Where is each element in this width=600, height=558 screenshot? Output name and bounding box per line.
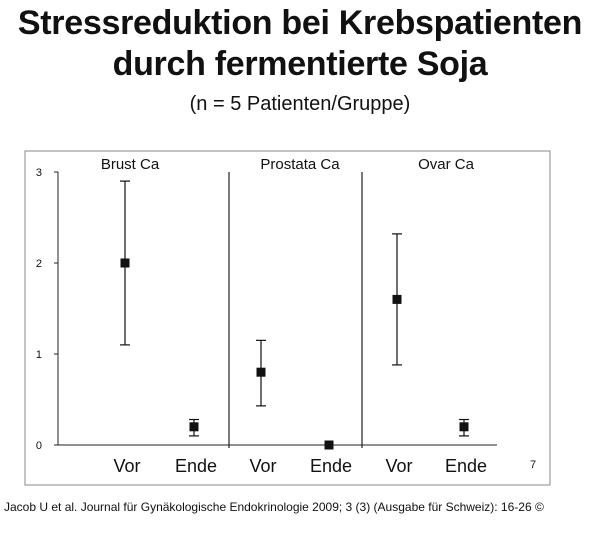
x-category-label: Vor — [113, 456, 141, 476]
x-category-label: Vor — [249, 456, 277, 476]
chart-subtitle: (n = 5 Patienten/Gruppe) — [189, 93, 411, 115]
chart-title-line-2: durch fermentierte Soja — [112, 45, 488, 83]
data-point — [121, 259, 130, 268]
y-tick-label: 0 — [35, 440, 42, 452]
chart-frame — [25, 151, 550, 485]
data-point — [460, 422, 469, 431]
panel-label: Ovar Ca — [418, 156, 474, 173]
data-point — [257, 368, 266, 377]
y-tick-label: 3 — [35, 167, 42, 179]
y-tick-label: 1 — [35, 349, 42, 361]
x-category-label: Ende — [444, 456, 488, 476]
y-tick-label: 2 — [35, 258, 42, 270]
x-category-label: Vor — [385, 456, 413, 476]
data-point — [325, 441, 334, 450]
chart-title-line-1: Stressreduktion bei Krebspatienten — [17, 4, 583, 42]
x-category-label: Ende — [174, 456, 218, 476]
page-marker: 7 — [529, 459, 537, 471]
data-point — [190, 422, 199, 431]
panel-label: Brust Ca — [100, 156, 160, 173]
citation: Jacob U et al. Journal für Gynäkologische Endokrinologie 2009; 3 (3) (Ausgabe für Schweiz): 16-26 © — [4, 500, 544, 514]
x-category-label: Ende — [309, 456, 353, 476]
data-point — [393, 295, 402, 304]
panel-label: Prostata Ca — [260, 156, 340, 173]
